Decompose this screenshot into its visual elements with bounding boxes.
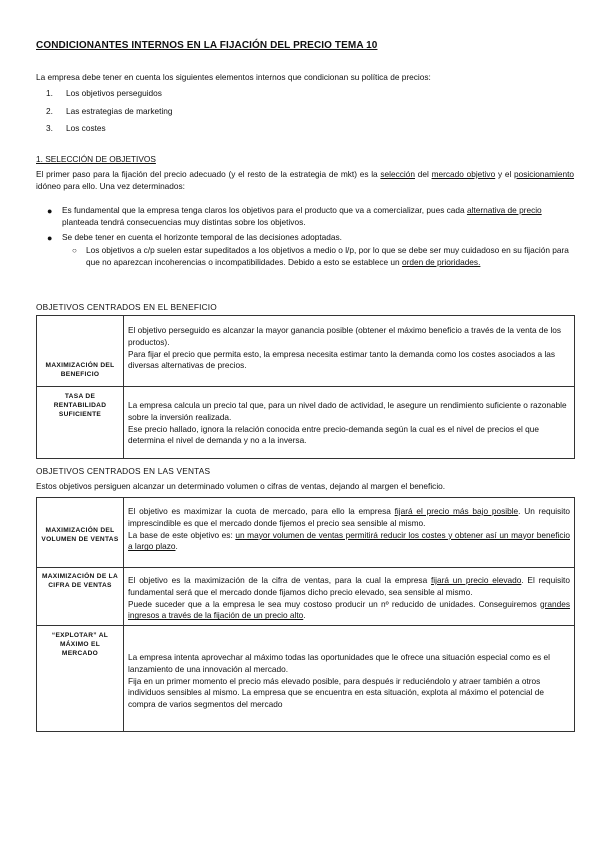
list-item: 3. Los costes	[46, 123, 106, 133]
bullet-item: ● Se debe tener en cuenta el horizonte temporal de las decisiones adoptadas.	[47, 231, 342, 243]
ventas-table	[36, 497, 575, 732]
intro-numbered-list	[46, 88, 173, 141]
list-item: 2. Las estrategias de marketing	[46, 105, 173, 116]
list-item: 1. Los objetivos perseguidos	[46, 88, 162, 98]
section-1-paragraph: El primer paso para la fijación del precio adecuado (y el resto de la estrategia de mkt) es la selección del mercado objetivo y el posicionamiento idóneo para ello. Una vez determinados:	[36, 169, 575, 191]
bullet-item: ● Es fundamental que la empresa tenga claros los objetivos para el producto que va a comercializar, pues cada alternativa de precio planteada tendrá consecuencias muy distintas sobre los objetivos.	[47, 205, 542, 227]
row-content: La empresa intenta aprovechar al máximo todas las oportunidades que le ofrece una situación especial como es el lanzamiento de una innovación al mercado. Fija en un primer momento el precio más elevado posible, para después ir reduciéndolo y atraer también a otros individuos sensibles al mismo. La empresa que se encuentra en esta situación, explota al máximo el potencial de compra de varios segmentos del mercado	[124, 626, 575, 732]
table-row	[37, 626, 575, 732]
bullet-icon: ●	[47, 232, 53, 243]
row-label: TASA DE RENTABILIDAD SUFICIENTE	[37, 387, 124, 459]
circle-bullet-icon: ○	[72, 246, 77, 256]
row-content: El objetivo perseguido es alcanzar la mayor ganancia posible (obtener el máximo beneficio a través de la venta de los productos). Para fijar el precio que permita esto, la empresa necesita estimar tanto la demanda como los costes asociados a las diversas alternativas de precios.	[124, 316, 575, 387]
row-label: MAXIMIZACIÓN DE LA CIFRA DE VENTAS	[37, 568, 124, 626]
row-content: El objetivo es maximizar la cuota de mercado, para ello la empresa fijará el precio más bajo posible. Un requisito imprescindible es que el mercado donde fijemos el precio sea sensible al mismo. La base de este objetivo es: un mayor volumen de ventas permitirá reducir los costes y obtener así un mayor beneficio a largo plazo.	[124, 498, 575, 568]
row-content: La empresa calcula un precio tal que, para un nivel dado de actividad, le asegure un rendimiento suficiente o razonable sobre la inversión realizada. Ese precio hallado, ignora la relación conocida entre precio-demanda según la cual es el nivel de precios el que determina el nivel de demanda y no a la inversa.	[124, 387, 575, 459]
beneficio-heading: OBJETIVOS CENTRADOS EN EL BENEFICIO	[36, 302, 217, 312]
ventas-heading: OBJETIVOS CENTRADOS EN LAS VENTAS	[36, 466, 211, 476]
row-label: MAXIMIZACIÓN DEL BENEFICIO	[37, 316, 124, 387]
table-row	[37, 387, 575, 459]
row-label: “EXPLOTAR” AL MÁXIMO EL MERCADO	[37, 626, 124, 732]
section-1-bullets	[46, 205, 576, 269]
ventas-note: Estos objetivos persiguen alcanzar un determinado volumen o cifras de ventas, dejando al margen el beneficio.	[36, 481, 446, 491]
beneficio-table	[36, 315, 575, 459]
row-label: MAXIMIZACIÓN DEL VOLUMEN DE VENTAS	[37, 498, 124, 568]
table-row	[37, 498, 575, 568]
section-1-heading: 1. SELECCIÓN DE OBJETIVOS	[36, 154, 156, 164]
bullet-icon: ●	[47, 206, 53, 216]
table-row	[37, 568, 575, 626]
row-content: El objetivo es la maximización de la cifra de ventas, para la cual la empresa fijará un precio elevado. El requisito fundamental será que el mercado donde fijamos dicho precio elevado, sea sensible al mismo. Puede suceder que a la empresa le sea muy costoso producir un nº reducido de unidades. Conseguiremos grandes ingresos a través de la fijación de un precio alto.	[124, 568, 575, 626]
document-title: CONDICIONANTES INTERNOS EN LA FIJACIÓN DEL PRECIO TEMA 10	[36, 40, 378, 51]
intro-paragraph: La empresa debe tener en cuenta los siguientes elementos internos que condicionan su política de precios:	[36, 72, 431, 82]
sub-bullet-item: ○ Los objetivos a c/p suelen estar supeditados a los objetivos a medio o l/p, por lo que se debe ser muy cuidadoso en su fijación para que no aparezcan incoherencias o incompatibilidades. Debido a esto se establece un orden de prioridades.	[72, 245, 569, 268]
table-row	[37, 316, 575, 387]
